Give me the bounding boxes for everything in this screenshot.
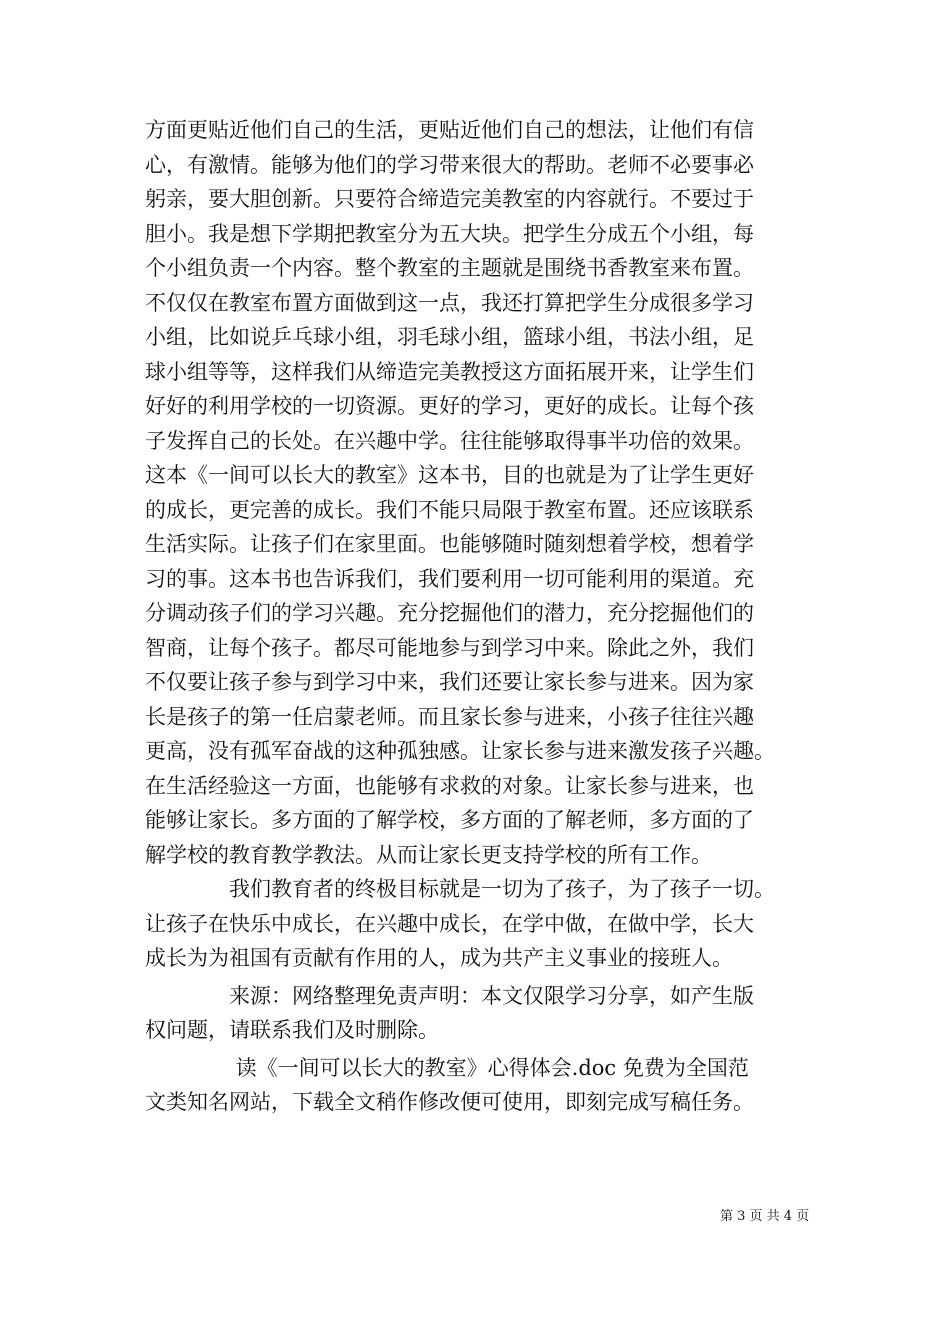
text-line: 躬亲，要大胆创新。只要符合缔造完美教室的内容就行。不要过于	[145, 187, 754, 211]
text-line: 在生活经验这一方面，也能够有求救的对象。让家长参与进来，也	[145, 773, 754, 798]
paragraph-3-source-disclaimer	[145, 979, 809, 1048]
paragraph-2	[145, 872, 809, 976]
text-line: 这本《一间可以长大的教室》这本书，目的也就是为了让学生更好	[145, 463, 754, 487]
text-line: 子发挥自己的长处。在兴趣中学。往往能够取得事半功倍的效果。	[145, 428, 754, 453]
text-line: 让孩子在快乐中成长，在兴趣中成长，在学中做，在做中学，长大	[145, 911, 754, 936]
text-line: 分调动孩子们的学习兴趣。充分挖掘他们的潜力，充分挖掘他们的	[145, 601, 754, 625]
paragraph-4-download-note	[145, 1051, 809, 1120]
text-line: 胆小。我是想下学期把教室分为五大块。把学生分成五个小组，每	[145, 221, 754, 246]
text-line: 智商，让每个孩子。都尽可能地参与到学习中来。除此之外，我们	[145, 635, 754, 660]
text-line: 小组，比如说乒乓球小组，羽毛球小组，篮球小组，书法小组，足	[145, 325, 754, 349]
text-line: 能够让家长。多方面的了解学校，多方面的了解老师，多方面的了	[145, 808, 754, 832]
text-line: 读《一间可以长大的教室》心得体会.doc 免费为全国范	[145, 1055, 749, 1080]
text-line: 好好的利用学校的一切资源。更好的学习，更好的成长。让每个孩	[145, 394, 754, 418]
text-line: 方面更贴近他们自己的生活，更贴近他们自己的想法，让他们有信	[145, 118, 754, 142]
text-line: 心，有激情。能够为他们的学习带来很大的帮助。老师不必要事必	[145, 152, 754, 177]
document-body	[145, 113, 809, 1120]
text-line: 生活实际。让孩子们在家里面。也能够随时随刻想着学校，想着学	[145, 532, 754, 556]
text-line: 更高，没有孤军奋战的这种孤独感。让家长参与进来激发孩子兴趣。	[145, 739, 775, 763]
text-line: 权问题，请联系我们及时删除。	[145, 1018, 439, 1042]
text-line: 球小组等等，这样我们从缔造完美教授这方面拓展开来，让学生们	[145, 359, 754, 384]
text-line: 成长为为祖国有贡献有作用的人，成为共产主义事业的接班人。	[145, 946, 733, 970]
text-line: 的成长，更完善的成长。我们不能只局限于教室布置。还应该联系	[145, 497, 754, 522]
text-line: 我们教育者的终极目标就是一切为了孩子，为了孩子一切。	[145, 877, 775, 901]
text-line: 不仅要让孩子参与到学习中来，我们还要让家长参与进来。因为家	[145, 670, 754, 694]
page-number-footer: 第 3 页 共 4 页	[720, 1209, 810, 1224]
text-line: 习的事。这本书也告诉我们，我们要利用一切可能利用的渠道。充	[145, 566, 754, 591]
text-line: 来源：网络整理免责声明：本文仅限学习分享，如产生版	[145, 983, 754, 1008]
text-line: 文类知名网站，下载全文稍作修改便可使用，即刻完成写稿任务。	[145, 1090, 754, 1114]
text-line: 解学校的教育教学教法。从而让家长更支持学校的所有工作。	[145, 842, 712, 867]
paragraph-1	[145, 113, 809, 872]
text-line: 个小组负责一个内容。整个教室的主题就是围绕书香教室来布置。	[145, 256, 754, 280]
text-line: 不仅仅在教室布置方面做到这一点，我还打算把学生分成很多学习	[145, 290, 754, 315]
text-line: 长是孩子的第一任启蒙老师。而且家长参与进来，小孩子往往兴趣	[145, 704, 754, 729]
